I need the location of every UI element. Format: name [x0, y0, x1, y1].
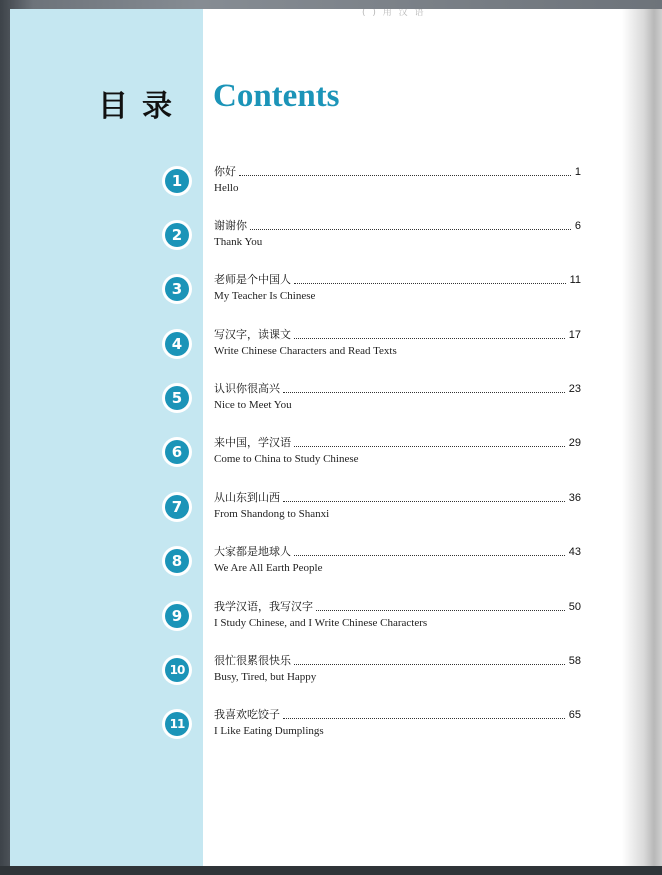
lesson-title-english: Busy, Tired, but Happy — [214, 671, 317, 683]
viewer-bottom-strip — [0, 866, 662, 875]
toc-entry-line — [214, 327, 581, 343]
page-number: 17 — [568, 329, 581, 341]
lesson-number-badge — [162, 546, 192, 576]
lesson-number-badge — [162, 492, 192, 522]
lesson-title-english: I Like Eating Dumplings — [214, 725, 324, 737]
lesson-title-chinese: 我喜欢吃饺子 — [214, 708, 280, 721]
table-of-contents — [10, 9, 662, 867]
document-page — [10, 9, 662, 867]
page-number: 50 — [568, 601, 581, 613]
lesson-title-english: Nice to Meet You — [214, 399, 292, 411]
lesson-title-chinese: 认识你很高兴 — [214, 382, 280, 395]
lesson-title-english: Hello — [214, 182, 239, 194]
page-number: 43 — [568, 546, 581, 558]
lesson-title-chinese: 来中国，学汉语 — [214, 436, 291, 449]
lesson-number-badge — [162, 220, 192, 250]
lesson-title-english: Come to China to Study Chinese — [214, 453, 359, 465]
dot-leader — [250, 228, 571, 230]
lesson-title-english: Thank You — [214, 236, 263, 248]
page-number: 6 — [574, 220, 581, 232]
lesson-number-badge — [162, 437, 192, 467]
lesson-title-chinese: 很忙很累很快乐 — [214, 654, 291, 667]
lesson-title-chinese: 大家都是地球人 — [214, 545, 291, 558]
lesson-number: 5 — [165, 386, 189, 410]
lesson-number-badge — [162, 166, 192, 196]
lesson-title-chinese: 我学汉语，我写汉字 — [214, 600, 313, 613]
dot-leader — [283, 717, 565, 719]
toc-entry-line — [214, 490, 581, 506]
page-title-english: Contents — [213, 78, 340, 114]
toc-entry-line — [214, 544, 581, 560]
top-artifact-text: ( ) 用 汉 语 — [362, 9, 426, 18]
dot-leader — [283, 391, 565, 393]
page-title-chinese: 目录 — [98, 89, 186, 124]
toc-entry-line — [214, 435, 581, 451]
toc-entry[interactable] — [10, 164, 662, 214]
page-number: 23 — [568, 383, 581, 395]
toc-entry-line — [214, 164, 581, 180]
dot-leader — [294, 445, 565, 447]
toc-entry-line — [214, 707, 581, 723]
lesson-number: 4 — [165, 332, 189, 356]
lesson-title-chinese: 从山东到山西 — [214, 491, 280, 504]
toc-entry[interactable] — [10, 490, 662, 540]
page-number: 29 — [568, 437, 581, 449]
toc-entry-line — [214, 653, 581, 669]
toc-entry[interactable] — [10, 599, 662, 649]
lesson-title-english: My Teacher Is Chinese — [214, 290, 316, 302]
lesson-title-english: Write Chinese Characters and Read Texts — [214, 345, 397, 357]
toc-entry-line — [214, 218, 581, 234]
lesson-number: 2 — [165, 223, 189, 247]
page-number: 1 — [574, 166, 581, 178]
page-number: 36 — [568, 492, 581, 504]
toc-entry[interactable] — [10, 435, 662, 485]
lesson-number-badge — [162, 709, 192, 739]
lesson-number: 11 — [165, 712, 189, 736]
dot-leader — [239, 174, 571, 176]
dot-leader — [294, 282, 566, 284]
toc-entry[interactable] — [10, 544, 662, 594]
lesson-number: 3 — [165, 277, 189, 301]
lesson-number-badge — [162, 601, 192, 631]
toc-entry[interactable] — [10, 272, 662, 322]
page-number: 11 — [569, 274, 581, 286]
toc-entry[interactable] — [10, 381, 662, 431]
toc-entry[interactable] — [10, 707, 662, 757]
lesson-title-english: From Shandong to Shanxi — [214, 508, 330, 520]
toc-entry-line — [214, 599, 581, 615]
toc-entry[interactable] — [10, 218, 662, 268]
dot-leader — [316, 609, 565, 611]
lesson-title-english: We Are All Earth People — [214, 562, 323, 574]
lesson-title-english: I Study Chinese, and I Write Chinese Characters — [214, 617, 428, 629]
lesson-title-chinese: 老师是个中国人 — [214, 273, 291, 286]
lesson-number: 1 — [165, 169, 189, 193]
toc-entry-line — [214, 272, 581, 288]
lesson-number-badge — [162, 655, 192, 685]
lesson-title-chinese: 写汉字，读课文 — [214, 328, 291, 341]
dot-leader — [294, 663, 565, 665]
page-number: 58 — [568, 655, 581, 667]
dot-leader — [283, 500, 565, 502]
lesson-number-badge — [162, 383, 192, 413]
lesson-title-chinese: 你好 — [214, 165, 236, 178]
page-number: 65 — [568, 709, 581, 721]
dot-leader — [294, 337, 565, 339]
lesson-number: 8 — [165, 549, 189, 573]
dot-leader — [294, 554, 565, 556]
lesson-number: 10 — [165, 658, 189, 682]
lesson-number: 9 — [165, 604, 189, 628]
toc-entry[interactable] — [10, 653, 662, 703]
lesson-title-chinese: 谢谢你 — [214, 219, 247, 232]
lesson-number-badge — [162, 274, 192, 304]
lesson-number-badge — [162, 329, 192, 359]
lesson-number: 6 — [165, 440, 189, 464]
toc-entry[interactable] — [10, 327, 662, 377]
toc-entry-line — [214, 381, 581, 397]
lesson-number: 7 — [165, 495, 189, 519]
